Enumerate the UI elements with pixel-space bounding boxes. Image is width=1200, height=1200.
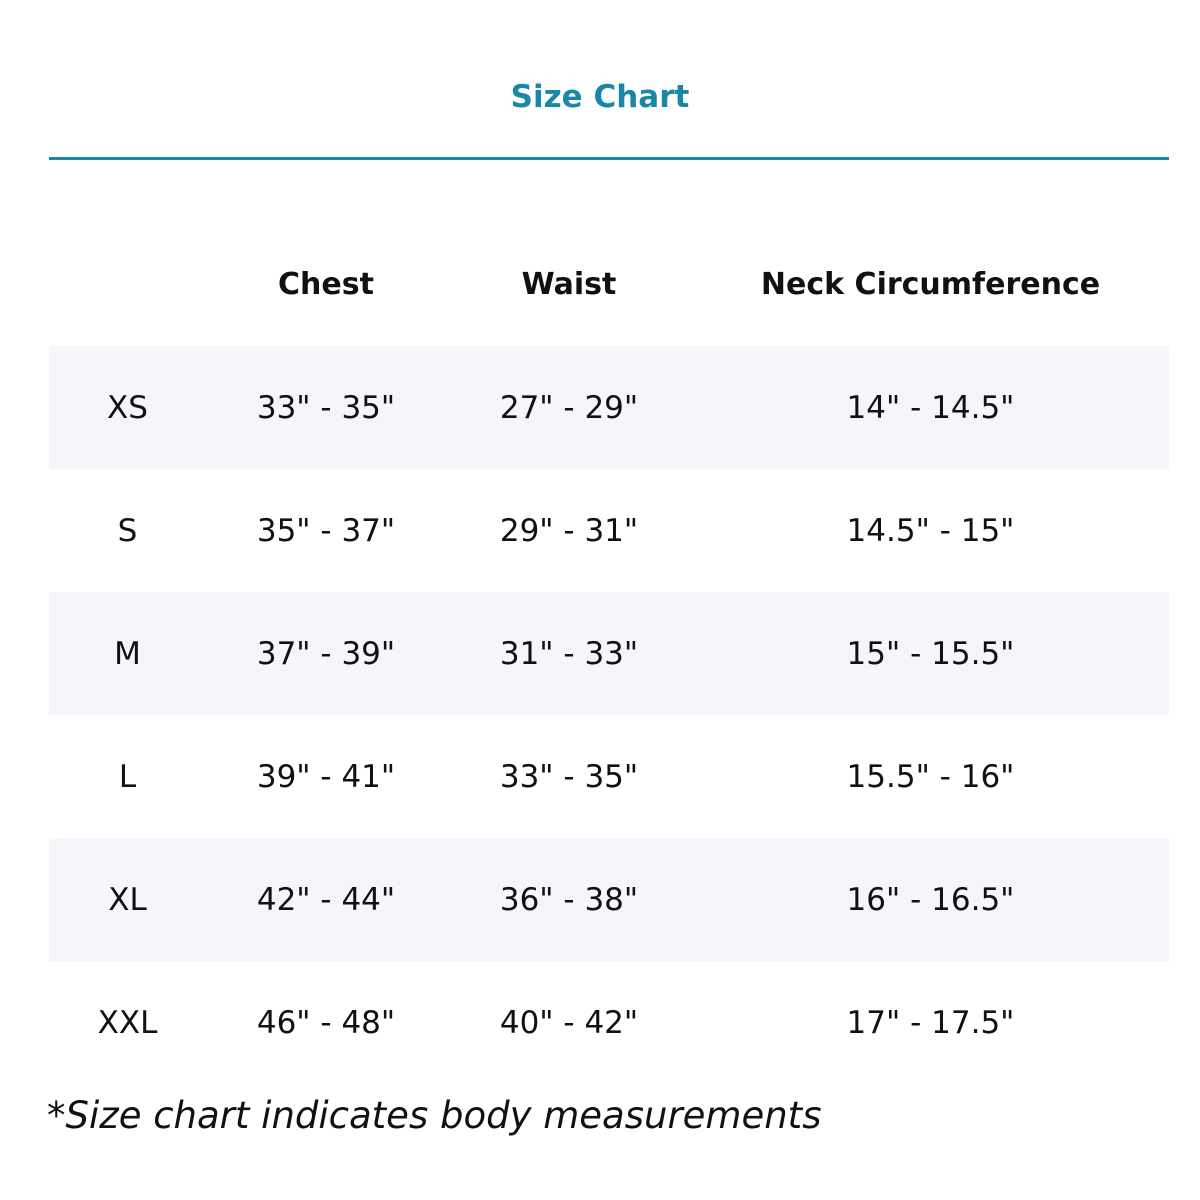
footnote: *Size chart indicates body measurements <box>47 1094 822 1137</box>
header-size <box>49 222 206 346</box>
table-row <box>49 961 1169 1084</box>
chest-cell: 42" - 44" <box>206 838 446 961</box>
neck-cell: 14" - 14.5" <box>692 346 1169 469</box>
table-row <box>49 715 1169 838</box>
table-row <box>49 592 1169 715</box>
waist-cell: 29" - 31" <box>446 469 692 592</box>
table-row <box>49 346 1169 469</box>
size-cell: S <box>49 469 206 592</box>
table-header-row <box>49 222 1169 346</box>
size-cell: L <box>49 715 206 838</box>
size-cell: M <box>49 592 206 715</box>
size-table <box>49 222 1169 1084</box>
neck-cell: 16" - 16.5" <box>692 838 1169 961</box>
chest-cell: 35" - 37" <box>206 469 446 592</box>
header-waist: Waist <box>521 266 617 302</box>
chest-cell: 33" - 35" <box>206 346 446 469</box>
waist-cell: 27" - 29" <box>446 346 692 469</box>
waist-cell: 40" - 42" <box>446 961 692 1084</box>
title-divider <box>49 157 1169 160</box>
neck-cell: 15.5" - 16" <box>692 715 1169 838</box>
neck-cell: 17" - 17.5" <box>692 961 1169 1084</box>
chest-cell: 39" - 41" <box>206 715 446 838</box>
waist-cell: 33" - 35" <box>446 715 692 838</box>
header-chest: Chest <box>278 266 374 302</box>
size-cell: XS <box>49 346 206 469</box>
waist-cell: 36" - 38" <box>446 838 692 961</box>
chest-cell: 37" - 39" <box>206 592 446 715</box>
header-neck-circumference: Neck Circumference <box>760 266 1101 302</box>
size-cell: XXL <box>49 961 206 1084</box>
page-title: Size Chart <box>510 79 690 115</box>
neck-cell: 14.5" - 15" <box>692 469 1169 592</box>
table-row <box>49 838 1169 961</box>
chest-cell: 46" - 48" <box>206 961 446 1084</box>
neck-cell: 15" - 15.5" <box>692 592 1169 715</box>
waist-cell: 31" - 33" <box>446 592 692 715</box>
table-row <box>49 469 1169 592</box>
size-cell: XL <box>49 838 206 961</box>
